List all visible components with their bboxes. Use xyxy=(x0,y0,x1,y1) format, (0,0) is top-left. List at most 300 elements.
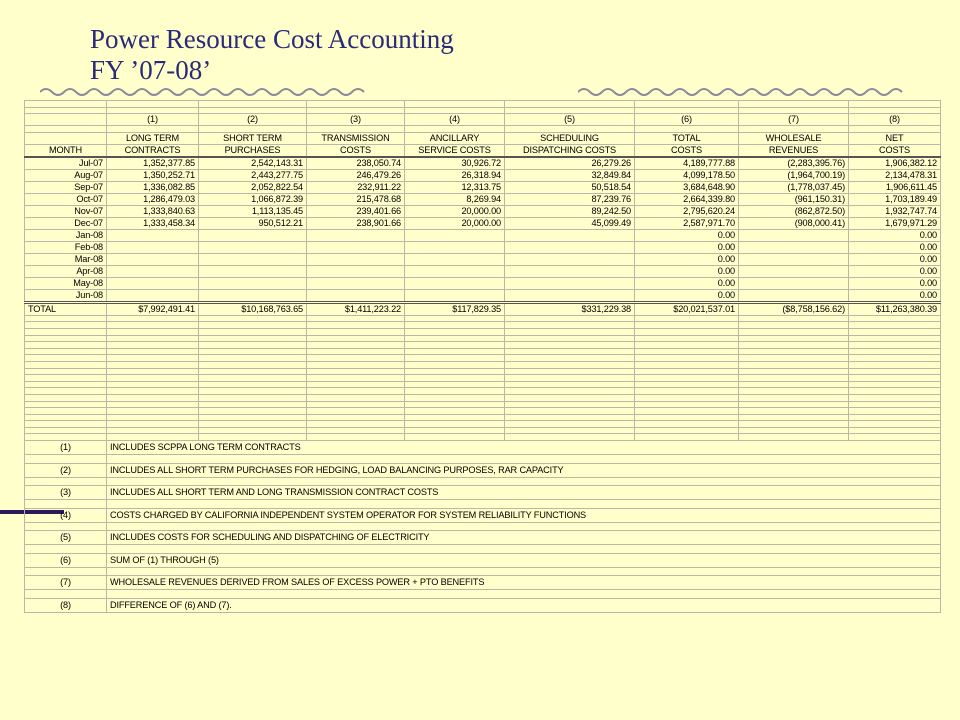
value-cell: (908,000.41) xyxy=(739,217,849,229)
column-number: (2) xyxy=(199,114,307,126)
value-cell: 2,443,277.75 xyxy=(199,169,307,181)
empty-cell xyxy=(505,107,635,114)
title-line-2: FY ’07-08’ xyxy=(90,55,212,85)
empty-cell xyxy=(199,408,307,415)
column-number: (7) xyxy=(739,114,849,126)
spacer-row xyxy=(25,427,941,434)
value-cell xyxy=(107,253,199,265)
empty-cell xyxy=(405,107,505,114)
empty-cell xyxy=(25,545,107,554)
column-header: REVENUES xyxy=(739,144,849,157)
footnote-text: INCLUDES ALL SHORT TERM PURCHASES FOR HEDGING, LOAD BALANCING PURPOSES, RAR CAPACITY xyxy=(107,463,941,477)
value-cell: 0.00 xyxy=(849,277,941,289)
empty-cell xyxy=(849,434,941,441)
value-cell xyxy=(199,229,307,241)
empty-cell xyxy=(405,414,505,421)
empty-cell xyxy=(199,101,307,108)
empty-cell xyxy=(739,101,849,108)
empty-cell xyxy=(307,348,405,355)
empty-cell xyxy=(25,401,107,408)
spacer-row xyxy=(25,414,941,421)
empty-cell xyxy=(199,342,307,349)
value-cell xyxy=(739,265,849,277)
empty-cell xyxy=(107,342,199,349)
value-cell: 4,189,777.88 xyxy=(635,157,739,170)
value-cell: 2,052,822.54 xyxy=(199,181,307,193)
empty-cell xyxy=(849,107,941,114)
empty-cell xyxy=(849,315,941,322)
empty-cell xyxy=(739,401,849,408)
empty-cell xyxy=(405,427,505,434)
empty-cell xyxy=(635,368,739,375)
empty-cell xyxy=(107,401,199,408)
empty-cell xyxy=(849,126,941,133)
column-header: CONTRACTS xyxy=(107,144,199,157)
empty-cell xyxy=(307,394,405,401)
empty-cell xyxy=(25,375,107,382)
spacer-row xyxy=(25,434,941,441)
empty-cell xyxy=(739,355,849,362)
spacer-row xyxy=(25,567,941,576)
header-row xyxy=(25,132,941,144)
spacer-row xyxy=(25,394,941,401)
value-cell xyxy=(199,253,307,265)
spacer-row xyxy=(25,421,941,428)
value-cell: 2,664,339.80 xyxy=(635,193,739,205)
value-cell: 1,336,082.85 xyxy=(107,181,199,193)
empty-cell xyxy=(635,101,739,108)
value-cell xyxy=(505,253,635,265)
empty-cell xyxy=(505,434,635,441)
month-cell: Jan-08 xyxy=(25,229,107,241)
empty-cell xyxy=(307,408,405,415)
spacer-row xyxy=(25,342,941,349)
decorative-squiggle-right xyxy=(578,84,908,98)
value-cell: 1,352,377.85 xyxy=(107,157,199,170)
empty-cell xyxy=(199,381,307,388)
empty-cell xyxy=(199,126,307,133)
empty-cell xyxy=(107,322,199,329)
value-cell xyxy=(307,289,405,302)
value-cell: 215,478.68 xyxy=(307,193,405,205)
column-header: TOTAL xyxy=(635,132,739,144)
empty-cell xyxy=(25,342,107,349)
empty-cell xyxy=(849,401,941,408)
value-cell: 1,333,458.34 xyxy=(107,217,199,229)
empty-cell xyxy=(25,114,107,126)
value-cell xyxy=(505,289,635,302)
empty-cell xyxy=(849,414,941,421)
value-cell: 26,318.94 xyxy=(405,169,505,181)
value-cell: 8,269.94 xyxy=(405,193,505,205)
spacer-row xyxy=(25,361,941,368)
empty-cell xyxy=(307,421,405,428)
empty-cell xyxy=(307,328,405,335)
footnote-row xyxy=(25,598,941,612)
value-cell: 246,479.26 xyxy=(307,169,405,181)
value-cell xyxy=(405,289,505,302)
empty-cell xyxy=(25,388,107,395)
value-cell: 12,313.75 xyxy=(405,181,505,193)
column-header: MONTH xyxy=(25,144,107,157)
empty-cell xyxy=(505,355,635,362)
empty-cell xyxy=(307,427,405,434)
empty-cell xyxy=(739,368,849,375)
column-number: (3) xyxy=(307,114,405,126)
empty-cell xyxy=(107,414,199,421)
empty-cell xyxy=(199,375,307,382)
empty-cell xyxy=(635,408,739,415)
empty-cell xyxy=(307,368,405,375)
empty-cell xyxy=(199,355,307,362)
value-cell xyxy=(739,253,849,265)
empty-cell xyxy=(635,414,739,421)
month-cell: Jun-08 xyxy=(25,289,107,302)
empty-cell xyxy=(635,322,739,329)
empty-cell xyxy=(199,368,307,375)
empty-cell xyxy=(405,322,505,329)
empty-cell xyxy=(405,315,505,322)
value-cell xyxy=(405,265,505,277)
column-header: PURCHASES xyxy=(199,144,307,157)
spacer-row xyxy=(25,545,941,554)
empty-cell xyxy=(405,401,505,408)
empty-cell xyxy=(505,101,635,108)
empty-cell xyxy=(199,427,307,434)
empty-cell xyxy=(505,348,635,355)
empty-cell xyxy=(307,355,405,362)
total-value: $7,992,491.41 xyxy=(107,302,199,315)
footnote-row xyxy=(25,441,941,455)
total-value: $1,411,223.22 xyxy=(307,302,405,315)
empty-cell xyxy=(739,322,849,329)
empty-cell xyxy=(739,434,849,441)
column-header: WHOLESALE xyxy=(739,132,849,144)
column-header: NET xyxy=(849,132,941,144)
column-header: LONG TERM xyxy=(107,132,199,144)
empty-cell xyxy=(635,388,739,395)
value-cell: 45,099.49 xyxy=(505,217,635,229)
empty-cell xyxy=(307,335,405,342)
empty-cell xyxy=(739,414,849,421)
spacer-row xyxy=(25,590,941,599)
value-cell: 0.00 xyxy=(849,241,941,253)
empty-cell xyxy=(25,126,107,133)
spacer-row xyxy=(25,500,941,509)
total-value: $10,168,763.65 xyxy=(199,302,307,315)
empty-cell xyxy=(25,477,107,486)
empty-cell xyxy=(405,368,505,375)
month-cell: Jul-07 xyxy=(25,157,107,170)
empty-cell xyxy=(505,328,635,335)
footnote-number: (5) xyxy=(25,531,107,545)
value-cell xyxy=(107,229,199,241)
column-header: ANCILLARY xyxy=(405,132,505,144)
empty-cell xyxy=(739,394,849,401)
value-cell: 238,050.74 xyxy=(307,157,405,170)
table-row xyxy=(25,157,941,170)
empty-cell xyxy=(107,361,199,368)
empty-cell xyxy=(25,414,107,421)
empty-cell xyxy=(849,355,941,362)
value-cell xyxy=(199,265,307,277)
total-value: $117,829.35 xyxy=(405,302,505,315)
value-cell: 1,906,611.45 xyxy=(849,181,941,193)
empty-cell xyxy=(307,414,405,421)
empty-cell xyxy=(405,328,505,335)
empty-cell xyxy=(505,126,635,133)
empty-cell xyxy=(849,394,941,401)
empty-cell xyxy=(107,368,199,375)
value-cell: 1,333,840.63 xyxy=(107,205,199,217)
value-cell: 1,113,135.45 xyxy=(199,205,307,217)
empty-cell xyxy=(107,590,941,599)
empty-cell xyxy=(505,401,635,408)
empty-cell xyxy=(307,322,405,329)
empty-cell xyxy=(739,421,849,428)
spacer-row xyxy=(25,375,941,382)
decorative-squiggle-left xyxy=(40,84,370,98)
empty-cell xyxy=(849,408,941,415)
empty-cell xyxy=(307,375,405,382)
total-value: ($8,758,156.62) xyxy=(739,302,849,315)
value-cell: 0.00 xyxy=(849,229,941,241)
empty-cell xyxy=(635,394,739,401)
empty-cell xyxy=(849,348,941,355)
column-header: DISPATCHING COSTS xyxy=(505,144,635,157)
value-cell xyxy=(199,289,307,302)
empty-cell xyxy=(635,381,739,388)
spacer-row xyxy=(25,335,941,342)
value-cell xyxy=(107,277,199,289)
value-cell xyxy=(505,229,635,241)
value-cell: 26,279.26 xyxy=(505,157,635,170)
empty-cell xyxy=(635,328,739,335)
empty-cell xyxy=(25,590,107,599)
empty-cell xyxy=(405,342,505,349)
empty-cell xyxy=(25,101,107,108)
value-cell: 0.00 xyxy=(635,289,739,302)
empty-cell xyxy=(739,126,849,133)
empty-cell xyxy=(849,375,941,382)
total-value: $331,229.38 xyxy=(505,302,635,315)
empty-cell xyxy=(405,381,505,388)
empty-cell xyxy=(739,375,849,382)
value-cell: 87,239.76 xyxy=(505,193,635,205)
footnote-text: DIFFERENCE OF (6) AND (7). xyxy=(107,598,941,612)
empty-cell xyxy=(199,414,307,421)
empty-cell xyxy=(199,322,307,329)
empty-cell xyxy=(307,434,405,441)
month-cell: Feb-08 xyxy=(25,241,107,253)
value-cell: (1,778,037.45) xyxy=(739,181,849,193)
empty-cell xyxy=(849,101,941,108)
value-cell xyxy=(505,241,635,253)
empty-cell xyxy=(635,375,739,382)
empty-cell xyxy=(505,375,635,382)
empty-cell xyxy=(635,315,739,322)
empty-cell xyxy=(739,381,849,388)
empty-cell xyxy=(307,315,405,322)
value-cell: 2,134,478.31 xyxy=(849,169,941,181)
empty-cell xyxy=(25,368,107,375)
empty-cell xyxy=(199,388,307,395)
column-number: (8) xyxy=(849,114,941,126)
empty-cell xyxy=(107,348,199,355)
empty-cell xyxy=(405,388,505,395)
empty-cell xyxy=(739,335,849,342)
table-row xyxy=(25,253,941,265)
empty-cell xyxy=(635,126,739,133)
footnote-number: (7) xyxy=(25,576,107,590)
footnote-text: INCLUDES COSTS FOR SCHEDULING AND DISPATCHING OF ELECTRICITY xyxy=(107,531,941,545)
empty-cell xyxy=(505,427,635,434)
column-header: TRANSMISSION xyxy=(307,132,405,144)
empty-cell xyxy=(635,427,739,434)
empty-cell xyxy=(849,388,941,395)
value-cell: 20,000.00 xyxy=(405,205,505,217)
empty-cell xyxy=(25,355,107,362)
value-cell: 2,587,971.70 xyxy=(635,217,739,229)
value-cell: 0.00 xyxy=(849,265,941,277)
value-cell: 2,795,620.24 xyxy=(635,205,739,217)
empty-cell xyxy=(505,381,635,388)
total-value: $11,263,380.39 xyxy=(849,302,941,315)
empty-cell xyxy=(635,342,739,349)
empty-cell xyxy=(107,394,199,401)
footnote-row xyxy=(25,486,941,500)
value-cell xyxy=(505,265,635,277)
empty-cell xyxy=(25,394,107,401)
empty-cell xyxy=(849,368,941,375)
value-cell xyxy=(739,277,849,289)
empty-cell xyxy=(405,361,505,368)
empty-cell xyxy=(107,335,199,342)
empty-cell xyxy=(25,408,107,415)
value-cell: 1,286,479.03 xyxy=(107,193,199,205)
empty-cell xyxy=(635,434,739,441)
empty-cell xyxy=(199,361,307,368)
empty-cell xyxy=(307,107,405,114)
empty-cell xyxy=(107,101,199,108)
empty-cell xyxy=(505,394,635,401)
value-cell xyxy=(307,277,405,289)
value-cell xyxy=(107,241,199,253)
empty-cell xyxy=(635,401,739,408)
empty-cell xyxy=(107,107,199,114)
value-cell: 1,350,252.71 xyxy=(107,169,199,181)
value-cell: 0.00 xyxy=(635,253,739,265)
title-line-1: Power Resource Cost Accounting xyxy=(90,24,454,54)
empty-cell xyxy=(739,361,849,368)
empty-cell xyxy=(405,355,505,362)
empty-cell xyxy=(199,401,307,408)
header-row xyxy=(25,144,941,157)
value-cell: 1,679,971.29 xyxy=(849,217,941,229)
spacer-row xyxy=(25,368,941,375)
value-cell xyxy=(307,241,405,253)
empty-cell xyxy=(739,388,849,395)
empty-cell xyxy=(739,328,849,335)
empty-cell xyxy=(405,434,505,441)
spacer-row xyxy=(25,401,941,408)
column-number: (4) xyxy=(405,114,505,126)
value-cell: 238,901.66 xyxy=(307,217,405,229)
empty-cell xyxy=(107,388,199,395)
empty-cell xyxy=(405,335,505,342)
empty-cell xyxy=(107,328,199,335)
empty-cell xyxy=(505,388,635,395)
value-cell: 232,911.22 xyxy=(307,181,405,193)
empty-cell xyxy=(739,315,849,322)
column-header: SERVICE COSTS xyxy=(405,144,505,157)
empty-cell xyxy=(635,355,739,362)
value-cell xyxy=(307,265,405,277)
spacer-row xyxy=(25,322,941,329)
cost-accounting-table xyxy=(24,100,941,613)
empty-cell xyxy=(739,348,849,355)
value-cell xyxy=(405,277,505,289)
spacer-row xyxy=(25,381,941,388)
value-cell: 0.00 xyxy=(849,253,941,265)
value-cell: 1,066,872.39 xyxy=(199,193,307,205)
table-body xyxy=(25,101,941,613)
column-number: (6) xyxy=(635,114,739,126)
value-cell: 1,906,382.12 xyxy=(849,157,941,170)
value-cell xyxy=(739,229,849,241)
empty-cell xyxy=(849,427,941,434)
empty-cell xyxy=(307,342,405,349)
empty-cell xyxy=(849,342,941,349)
empty-cell xyxy=(199,434,307,441)
empty-cell xyxy=(849,361,941,368)
empty-cell xyxy=(505,361,635,368)
spacer-row xyxy=(25,388,941,395)
month-cell: Sep-07 xyxy=(25,181,107,193)
column-header: COSTS xyxy=(307,144,405,157)
month-cell: Nov-07 xyxy=(25,205,107,217)
value-cell xyxy=(107,265,199,277)
empty-cell xyxy=(505,414,635,421)
table-row xyxy=(25,217,941,229)
empty-cell xyxy=(25,500,107,509)
table-row xyxy=(25,241,941,253)
footnote-number: (8) xyxy=(25,598,107,612)
spacer-row xyxy=(25,126,941,133)
value-cell xyxy=(739,241,849,253)
footnote-row xyxy=(25,463,941,477)
spacer-row xyxy=(25,455,941,464)
value-cell: 30,926.72 xyxy=(405,157,505,170)
empty-cell xyxy=(107,375,199,382)
empty-cell xyxy=(25,361,107,368)
empty-cell xyxy=(849,421,941,428)
empty-cell xyxy=(25,335,107,342)
empty-cell xyxy=(307,401,405,408)
footnote-text: INCLUDES SCPPA LONG TERM CONTRACTS xyxy=(107,441,941,455)
value-cell: 1,703,189.49 xyxy=(849,193,941,205)
column-header: SCHEDULING xyxy=(505,132,635,144)
column-header: COSTS xyxy=(635,144,739,157)
spacer-row xyxy=(25,315,941,322)
empty-cell xyxy=(107,126,199,133)
empty-cell xyxy=(635,361,739,368)
empty-cell xyxy=(107,545,941,554)
empty-cell xyxy=(405,375,505,382)
value-cell xyxy=(405,241,505,253)
empty-cell xyxy=(405,126,505,133)
column-header: SHORT TERM xyxy=(199,132,307,144)
